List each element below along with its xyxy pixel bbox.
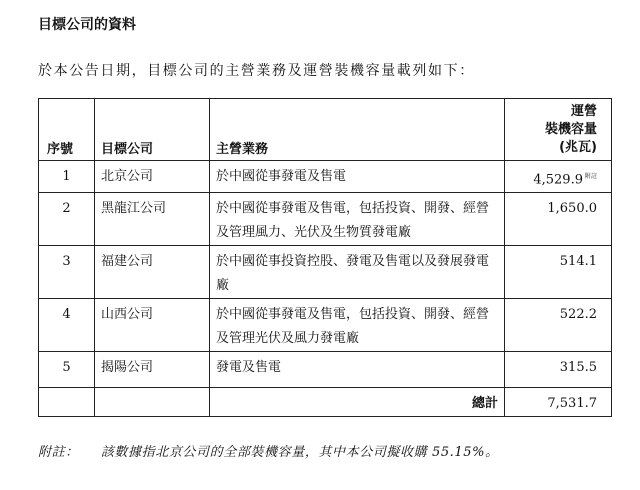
capacity-value: 4,529.9 <box>533 172 583 188</box>
header-business: 主營業務 <box>210 99 505 161</box>
cell-seq: 1 <box>39 161 95 193</box>
header-seq: 序號 <box>39 99 95 161</box>
cell-capacity: 522.2 <box>505 299 612 352</box>
cell-seq: 3 <box>39 246 95 299</box>
total-label: 總計 <box>210 388 505 417</box>
cell-seq: 4 <box>39 299 95 352</box>
header-capacity-line1: 運營 <box>570 104 597 119</box>
cell-capacity: 514.1 <box>505 246 612 299</box>
cell-empty <box>39 388 95 417</box>
cell-seq: 5 <box>39 352 95 388</box>
cell-company: 揭陽公司 <box>95 352 210 388</box>
cell-company: 山西公司 <box>95 299 210 352</box>
cell-company: 福建公司 <box>95 246 210 299</box>
cell-empty <box>95 388 210 417</box>
footnote-label: 附註： <box>38 445 79 460</box>
cell-business: 於中國從事發電及售電 <box>210 161 505 193</box>
cell-business: 於中國從事發電及售電，包括投資、開發、經營及管理風力、光伏及生物質發電廠 <box>210 193 505 246</box>
note-marker: 附註 <box>584 173 597 180</box>
footnote-text: 該數據指北京公司的全部裝機容量，其中本公司擬收購 55.15%。 <box>100 445 499 460</box>
cell-business: 發電及售電 <box>210 352 505 388</box>
cell-company: 黑龍江公司 <box>95 193 210 246</box>
cell-company: 北京公司 <box>95 161 210 193</box>
table-header-row <box>39 99 612 161</box>
footnote <box>38 441 499 460</box>
table-row <box>39 246 612 299</box>
header-capacity <box>505 99 612 161</box>
cell-seq: 2 <box>39 193 95 246</box>
table-row <box>39 193 612 246</box>
table-row <box>39 161 612 193</box>
cell-capacity: 1,650.0 <box>505 193 612 246</box>
cell-business: 於中國從事投資控股、發電及售電以及發展發電廠 <box>210 246 505 299</box>
intro-paragraph: 於本公告日期，目標公司的主營業務及運營裝機容量載列如下： <box>38 63 475 79</box>
total-value: 7,531.7 <box>505 388 612 417</box>
target-companies-table <box>38 98 612 417</box>
cell-capacity: 315.5 <box>505 352 612 388</box>
table-row <box>39 299 612 352</box>
section-heading: 目標公司的資料 <box>38 17 136 33</box>
cell-capacity <box>505 161 612 193</box>
table-row <box>39 352 612 388</box>
cell-business: 於中國從事發電及售電，包括投資、開發、經營及管理光伏及風力發電廠 <box>210 299 505 352</box>
header-capacity-line2: 裝機容量 <box>544 122 597 137</box>
header-capacity-line3: (兆瓦) <box>559 140 597 155</box>
header-company: 目標公司 <box>95 99 210 161</box>
table-total-row <box>39 388 612 417</box>
